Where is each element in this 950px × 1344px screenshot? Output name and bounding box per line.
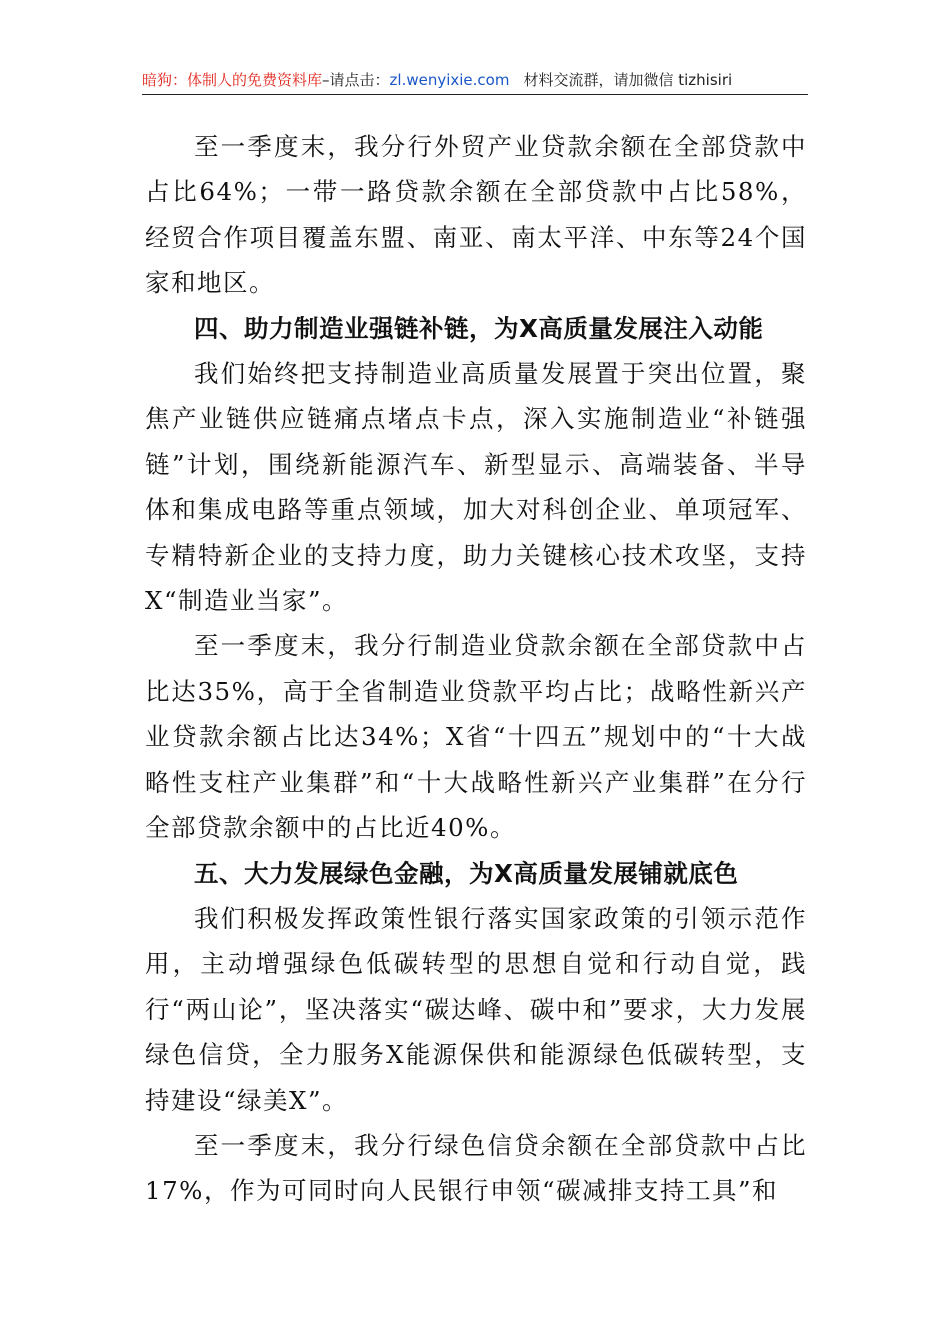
paragraph-trade-loans: 至一季度末，我分行外贸产业贷款余额在全部贷款中占比64%；一带一路贷款余额在全部贷款中占比58%，经贸合作项目覆盖东盟、南亚、南太平洋、中东等24个国家和地区。 (145, 132, 807, 298)
section-heading-five: 五、大力发展绿色金融，为X高质量发展铺就底色 (194, 858, 739, 888)
header-brand: 暗狗：体制人的免费资料库 (142, 71, 323, 89)
header-divider (142, 94, 808, 95)
section-heading-four: 四、助力制造业强链补链，为X高质量发展注入动能 (194, 313, 764, 343)
paragraph-manufacturing-support: 我们始终把支持制造业高质量发展置于突出位置，聚焦产业链供应链痛点堵点卡点，深入实施制造业“补链强链”计划，围绕新能源汽车、新型显示、高端装备、半导体和集成电路等重点领域，加大对科创企业、单项冠军、专精特新企业的支持力度，助力关键核心技术攻坚，支持X“制造业当家”。 (145, 359, 807, 616)
paragraph-green-finance: 我们积极发挥政策性银行落实国家政策的引领示范作用，主动增强绿色低碳转型的思想自觉和行动自觉，践行“两山论”，坚决落实“碳达峰、碳中和”要求，大力发展绿色信贷，全力服务X能源保供和能源绿色低碳转型，支持建设“绿美X”。 (145, 903, 807, 1115)
header-prompt: –请点击： (322, 71, 390, 89)
header-link[interactable]: zl.wenyixie.com (389, 71, 510, 89)
header-group-note: 材料交流群，请加微信 tizhisiri (523, 71, 733, 89)
document-body (145, 124, 807, 1214)
paragraph-manufacturing-loans: 至一季度末，我分行制造业贷款余额在全部贷款中占比达35%，高于全省制造业贷款平均占比；战略性新兴产业贷款余额占比达34%；X省“十四五”规划中的“十大战略性支柱产业集群”和“十大战略性新兴产业集群”在分行全部贷款余额中的占比近40%。 (145, 631, 807, 843)
paragraph-green-credit: 至一季度末，我分行绿色信贷余额在全部贷款中占比17%，作为可同时向人民银行申领“碳减排支持工具”和 (145, 1130, 807, 1206)
page-header (142, 66, 808, 94)
